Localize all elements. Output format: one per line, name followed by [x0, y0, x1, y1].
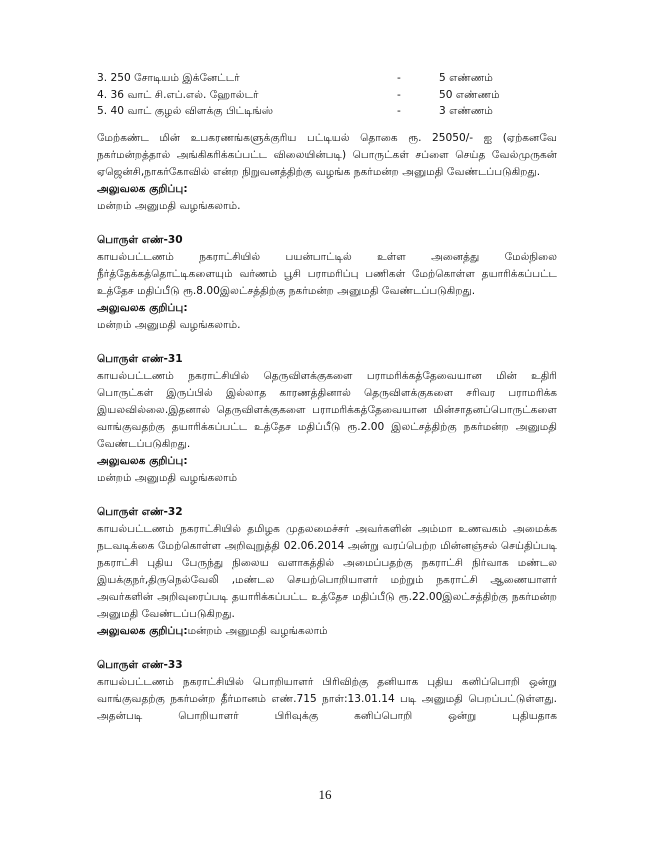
- subject-heading: பொருள் எண்-32: [97, 505, 183, 518]
- subject-30: [97, 232, 557, 334]
- list-item-dash: -: [397, 88, 401, 101]
- subject-33: [97, 657, 557, 725]
- equipment-list: [97, 70, 557, 120]
- office-note-line: [97, 623, 557, 640]
- office-note-heading: அலுவலக குறிப்பு:: [97, 301, 188, 314]
- list-item-name: 5. 40 வாட் குழல் விளக்கு பிட்டிங்ஸ்: [97, 105, 274, 117]
- list-item-quantity: 5 எண்ணம்: [439, 72, 493, 84]
- office-note-text: மன்றம் அனுமதி வழங்கலாம்.: [97, 199, 241, 212]
- subject-text: காயல்பட்டணம் நகராட்சியில் தெருவிளக்குகளை பராமரிக்கத்தேவையான மின் உதிரி பொருட்கள் இருப்பில் இல்லாத காரணத்தினால் தெருவிளக்குகளை சரிவர பராமரிக்க இயலவில்லை.இதனால் தெருவிளக்குகளை பராமரிக்கத்தேவையான மின்சாதனப்பொருட்களை வாங்குவதற்கு தயாரிக்கப்பட்ட உத்தேச மதிப்பீடு ரூ.2.00 இலட்சத்திற்கு நகர்மன்ற அனுமதி வேண்டப்படுகிறது.: [97, 369, 557, 450]
- list-item: [97, 70, 557, 87]
- document-body: [97, 70, 557, 725]
- subject-heading: பொருள் எண்-33: [97, 658, 183, 671]
- subject-text: காயல்பட்டணம் நகராட்சியில் தமிழக முதலமைச்சர் அவர்களின் அம்மா உணவகம் அமைக்க நடவடிக்கை மேற்கொள்ள அறிவுறுத்தி 02.06.2014 அன்று வரப்பெற்ற மின்னஞ்சல் செய்திப்படி நகராட்சி புதிய பேருந்து நிலைய வளாகத்தில் அமைப்பதற்கு நகராட்சி நிர்வாக மண்டல இயக்குநர்,திருநெல்வேலி ,மண்டல செயற்பொறியாளர் மற்றும் நகராட்சி ஆணையாளர் அவர்களின் அறிவுரைப்படி தயாரிக்கப்பட்ட உத்தேச மதிப்பீடு ரூ.22.00இலட்சத்திற்கு நகர்மன்ற அனுமதி வேண்டப்படுகிறது.: [97, 522, 557, 620]
- list-item: [97, 87, 557, 104]
- office-note-heading: அலுவலக குறிப்பு:: [97, 624, 188, 637]
- list-item-quantity: 3 எண்ணம்: [439, 105, 493, 117]
- subject-heading: பொருள் எண்-31: [97, 352, 183, 365]
- list-item: [97, 103, 557, 120]
- subject-31: [97, 351, 557, 487]
- office-note-heading: அலுவலக குறிப்பு:: [97, 182, 188, 195]
- subject-32: [97, 504, 557, 640]
- office-note-text: மன்றம் அனுமதி வழங்கலாம்: [187, 624, 328, 637]
- list-item-dash: -: [397, 105, 401, 117]
- list-item-dash: -: [397, 72, 401, 84]
- page-number: 16: [318, 787, 332, 802]
- list-item-name: 3. 250 சோடியம் இக்னேட்டர்: [97, 72, 240, 84]
- list-item-quantity: 50 எண்ணம்: [439, 88, 500, 101]
- office-note-text: மன்றம் அனுமதி வழங்கலாம்: [97, 471, 238, 484]
- intro-paragraph: மேற்கண்ட மின் உபகரணங்களுக்குரிய பட்டியல் தொகை ரூ. 25050/- ஐ (ஏற்கனவே நகர்மன்றத்தால் அங்கிகரிக்கப்பட்ட விலையின்படி) பொருட்கள் சப்ளை செய்த வேல்முருகன் ஏஜென்சி,நாகர்கோவில் என்ற நிறுவனத்திற்கு வழங்க நகர்மன்ற அனுமதி வேண்டப்படுகிறது.: [97, 131, 557, 178]
- subject-heading: பொருள் எண்-30: [97, 233, 183, 246]
- subject-text: காயல்பட்டணம் நகராட்சியில் பொறியாளர் பிரிவிற்கு தனியாக புதிய கனிப்பொறி ஒன்று வாங்குவதற்கு நகர்மன்ற தீர்மானம் எண்.715 நாள்:13.01.14 படி அனுமதி பெறப்பட்டுள்ளது. அதன்படி பொறியாளர் பிரிவுக்கு கனிப்பொறி ஒன்று புதியதாக: [97, 675, 557, 722]
- list-item-name: 4. 36 வாட் சி.எப்.எல். ஹோல்டர்: [97, 88, 259, 101]
- office-note-heading: அலுவலக குறிப்பு:: [97, 454, 188, 467]
- subject-text: காயல்பட்டணம் நகராட்சியில் பயன்பாட்டில் உள்ள அனைத்து மேல்நிலை நீர்த்தேக்கத்தொட்டிகளையும் வர்ணம் பூசி பராமரிப்பு பணிகள் மேற்கொள்ள தயாரிக்கப்பட்ட உத்தேச மதிப்பீடு ரூ.8.00இலட்சத்திற்கு நகர்மன்ற அனுமதி வேண்டப்படுகிறது.: [97, 250, 557, 297]
- office-note-text: மன்றம் அனுமதி வழங்கலாம்.: [97, 318, 241, 331]
